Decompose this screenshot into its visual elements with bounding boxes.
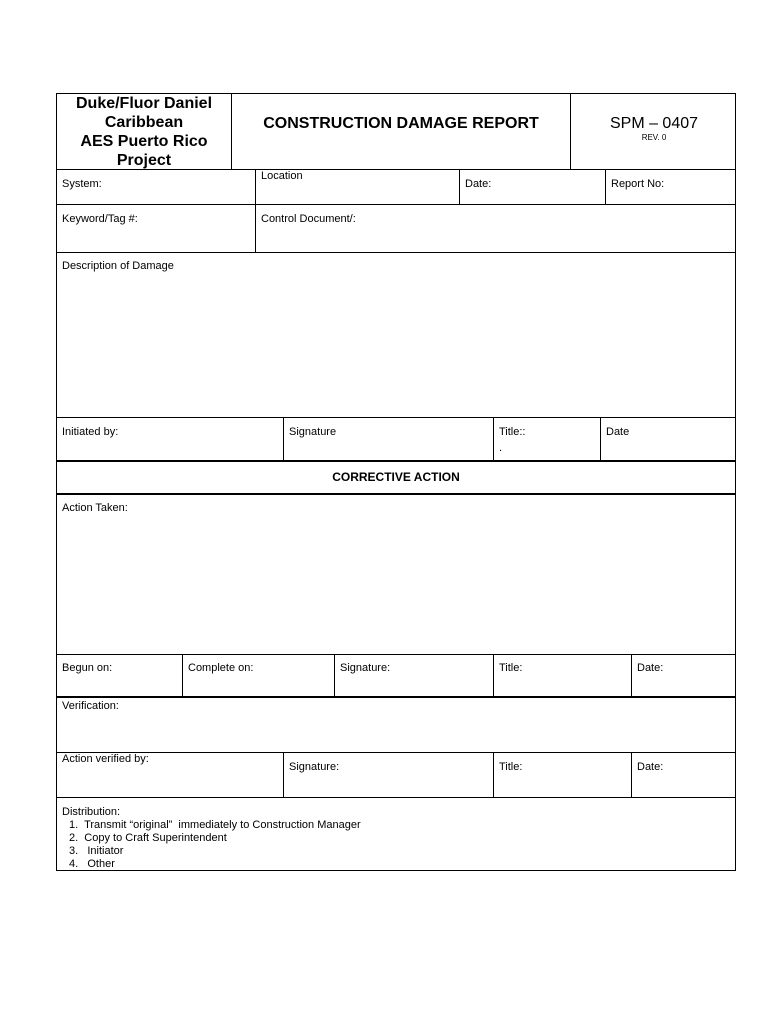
divider: [493, 417, 494, 460]
control-document-field[interactable]: Control Document/:: [261, 213, 356, 225]
divider: [605, 169, 606, 204]
description-of-damage-field[interactable]: Description of Damage: [62, 260, 174, 272]
complete-on-field[interactable]: Complete on:: [188, 662, 254, 674]
document-number: SPM – 0407: [609, 115, 699, 132]
initiated-by-field[interactable]: Initiated by:: [62, 426, 119, 438]
verification-field[interactable]: Verification:: [62, 700, 119, 712]
divider: [631, 654, 632, 697]
begun-on-field[interactable]: Begun on:: [62, 662, 113, 674]
divider: [57, 417, 735, 418]
divider: [631, 752, 632, 797]
form-title: CONSTRUCTION DAMAGE REPORT: [263, 115, 539, 132]
divider: [600, 417, 601, 460]
initiator-title-field[interactable]: Title::: [499, 426, 526, 438]
divider: [283, 752, 284, 797]
damage-report-form: [56, 93, 736, 871]
divider: [493, 654, 494, 697]
distribution-block: [62, 806, 361, 871]
corrective-action-heading: CORRECTIVE ACTION: [332, 469, 460, 484]
company-line: AES Puerto Rico: [80, 132, 208, 150]
distribution-item: 1. Transmit “original” immediately to Construction Manager: [69, 819, 361, 831]
distribution-item: 2. Copy to Craft Superintendent: [69, 832, 227, 844]
company-block: [57, 94, 231, 169]
action-title-field[interactable]: Title:: [499, 662, 523, 674]
verifier-title-field[interactable]: Title:: [499, 761, 523, 773]
company-line: Duke/Fluor Daniel: [75, 94, 213, 112]
keyword-tag-field[interactable]: Keyword/Tag #:: [62, 213, 138, 225]
divider: [57, 797, 735, 798]
divider: [57, 696, 735, 698]
revision-label: REV. 0: [641, 133, 667, 142]
initiator-signature-field[interactable]: Signature: [289, 426, 337, 438]
action-date-field[interactable]: Date:: [637, 662, 664, 674]
report-number-field[interactable]: Report No:: [611, 178, 665, 190]
company-line: Project: [116, 151, 172, 169]
date-field[interactable]: Date:: [465, 178, 492, 190]
divider: [57, 169, 735, 170]
initiator-date-field[interactable]: Date: [606, 426, 630, 438]
distribution-item: 3. Initiator: [69, 845, 124, 857]
distribution-label: Distribution:: [62, 806, 121, 818]
divider: [334, 654, 335, 697]
system-field[interactable]: System:: [62, 178, 102, 190]
divider: [182, 654, 183, 697]
verifier-date-field[interactable]: Date:: [637, 761, 664, 773]
action-signature-field[interactable]: Signature:: [340, 662, 391, 674]
divider: [255, 169, 256, 252]
location-field[interactable]: Location: [261, 170, 303, 182]
title-dot: .: [499, 442, 503, 454]
divider: [459, 169, 460, 204]
verifier-signature-field[interactable]: Signature:: [289, 761, 340, 773]
divider: [57, 752, 735, 753]
divider: [57, 493, 735, 495]
divider: [57, 252, 735, 253]
divider: [57, 654, 735, 655]
action-verified-by-field[interactable]: Action verified by:: [62, 753, 149, 765]
company-line: Caribbean: [104, 113, 184, 131]
divider: [493, 752, 494, 797]
divider: [57, 204, 735, 205]
distribution-item: 4. Other: [69, 858, 115, 870]
action-taken-field[interactable]: Action Taken:: [62, 502, 128, 514]
divider: [283, 417, 284, 460]
